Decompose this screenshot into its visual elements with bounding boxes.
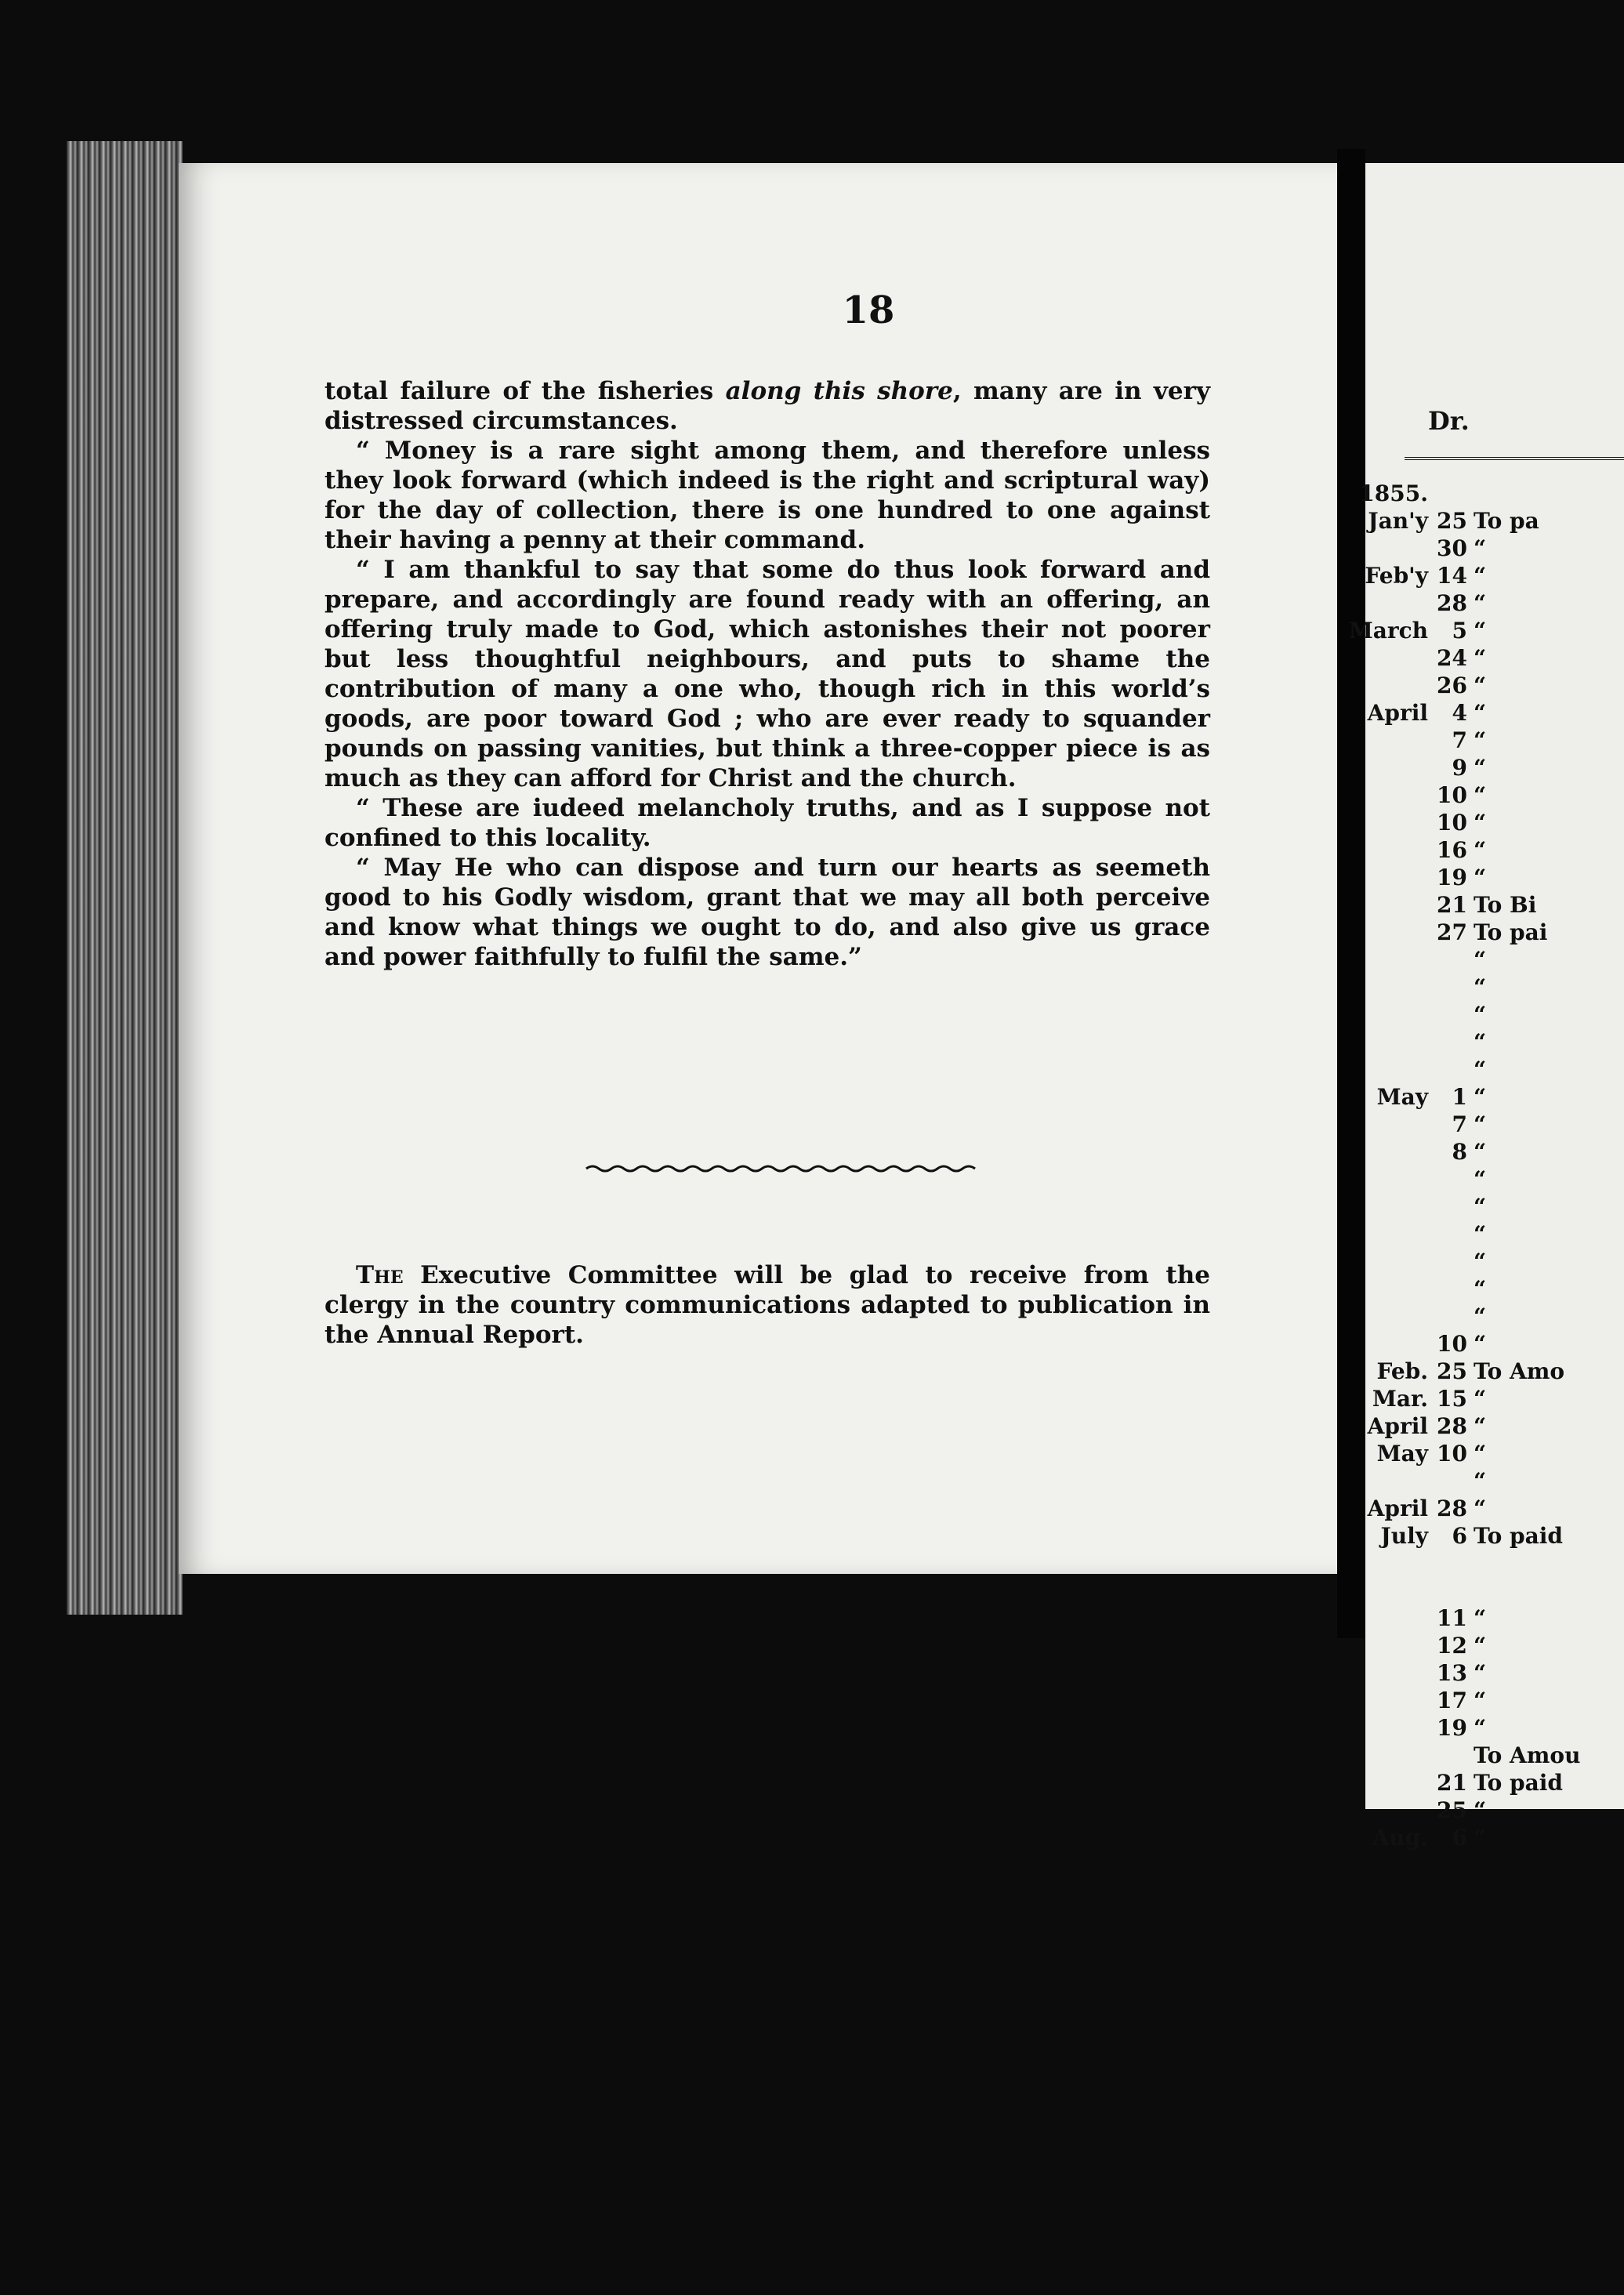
ledger-day: 19	[1437, 865, 1467, 890]
ledger-entry: “	[1474, 1825, 1487, 1851]
ledger-row	[1365, 1688, 1624, 1716]
ledger-row	[1365, 1825, 1624, 1853]
ledger-day: 9	[1452, 755, 1467, 781]
ledger-entry: “	[1474, 1111, 1487, 1137]
right-page	[1348, 163, 1624, 1851]
ledger-entry: “	[1474, 673, 1487, 698]
ledger-month: Feb.	[1376, 1358, 1428, 1384]
ledger-entry: To Amou	[1474, 1742, 1581, 1768]
ledger-day: 28	[1437, 1496, 1467, 1521]
notice-paragraph	[324, 1260, 1210, 1350]
ledger-entry: “	[1474, 1441, 1487, 1467]
ledger-day: 12	[1437, 1633, 1467, 1659]
ledger-entry: “	[1474, 1468, 1487, 1494]
ledger-day: 25	[1437, 1358, 1467, 1384]
ledger-row	[1365, 1742, 1624, 1771]
paragraph-2: “ Money is a rare sight among them, and therefore unless they look forward (which indeed is the right and scriptural way) for the day of collection, there is one hundred to one against their having a penny at their command.	[324, 437, 1210, 554]
ledger-entry: “	[1474, 1715, 1487, 1741]
notice-text: Executive Committee will be glad to receive from the clergy in the country communications adapted to publication in the Annual Report.	[324, 1261, 1210, 1349]
paragraph-1-prefix: total failure of the fisheries	[324, 377, 726, 405]
ledger-month: July	[1380, 1523, 1428, 1549]
left-page	[179, 163, 1337, 1574]
ledger-day: 21	[1437, 1770, 1467, 1796]
ledger-day: 21	[1437, 892, 1467, 918]
ledger-entry: “	[1474, 1002, 1487, 1028]
ledger-row	[1365, 782, 1624, 810]
paragraph-1-suffix: , many are in very distressed circumstances.	[324, 377, 1210, 435]
ledger-entry: “	[1474, 700, 1487, 726]
ledger-row	[1365, 1358, 1624, 1387]
ledger-row	[1365, 1111, 1624, 1140]
ledger-day: 6	[1452, 1825, 1467, 1851]
ledger-row	[1365, 1770, 1624, 1798]
paragraph-1	[324, 376, 1210, 436]
ledger-row	[1365, 727, 1624, 756]
ledger-row	[1365, 1660, 1624, 1688]
ledger-row	[1365, 673, 1624, 701]
ledger-row	[1365, 508, 1624, 536]
ledger-row	[1365, 1550, 1624, 1579]
ledger-entry: To Bi	[1474, 892, 1537, 918]
ledger-row	[1365, 535, 1624, 564]
page-number: 18	[842, 288, 895, 332]
ledger-row	[1365, 810, 1624, 838]
ledger-entry: “	[1474, 590, 1487, 616]
ledger-row	[1365, 1715, 1624, 1743]
ledger-day: 11	[1437, 1605, 1467, 1631]
ledger-row	[1365, 1166, 1624, 1195]
ledger-entry: To pai	[1474, 919, 1548, 945]
ledger-entry: “	[1474, 1413, 1487, 1439]
ledger-row	[1365, 1194, 1624, 1222]
ledger-row	[1365, 1331, 1624, 1359]
article-body	[324, 376, 1210, 972]
ledger-entry: To paid	[1474, 1523, 1563, 1549]
ledger-day: 25	[1437, 1797, 1467, 1823]
ledger-row	[1365, 1386, 1624, 1414]
ledger-entry: “	[1474, 810, 1487, 836]
page-gutter	[1337, 149, 1365, 1638]
ledger-row	[1365, 1303, 1624, 1332]
ledger-entry: “	[1474, 618, 1487, 644]
ledger-day: 24	[1437, 645, 1467, 671]
paragraph-1-italic: along this shore	[725, 377, 953, 405]
ledger-entry: “	[1474, 755, 1487, 781]
ledger-row	[1365, 1249, 1624, 1277]
ledger-day: 19	[1437, 1715, 1467, 1741]
ledger-row	[1365, 1523, 1624, 1551]
ledger-day: 10	[1437, 1441, 1467, 1467]
ledger-entry: “	[1474, 563, 1487, 589]
ledger-row	[1365, 1413, 1624, 1441]
ledger-day: 25	[1437, 508, 1467, 534]
ledger-entry: “	[1474, 1797, 1487, 1823]
ledger-day: 30	[1437, 535, 1467, 561]
ledger-day: 10	[1437, 782, 1467, 808]
ledger-month: April	[1367, 700, 1428, 726]
ledger-day: 28	[1437, 1413, 1467, 1439]
ledger-entry: “	[1474, 1633, 1487, 1659]
ledger-entry: “	[1474, 974, 1487, 1000]
ledger-entry: “	[1474, 535, 1487, 561]
ledger-month: April	[1367, 1496, 1428, 1521]
ledger-day: 1	[1452, 1084, 1467, 1110]
ledger-entry: “	[1474, 1303, 1487, 1329]
ledger-row	[1365, 1057, 1624, 1085]
ledger-row	[1359, 480, 1624, 509]
ledger-row	[1348, 618, 1624, 646]
ledger-day: 17	[1437, 1688, 1467, 1713]
ledger-entry: To Amo	[1474, 1358, 1565, 1384]
ledger-day: 6	[1452, 1523, 1467, 1549]
ledger-row	[1365, 947, 1624, 975]
ledger-row	[1365, 974, 1624, 1002]
ledger-row	[1365, 1468, 1624, 1496]
ledger-header: Dr.	[1428, 406, 1470, 436]
ledger-row	[1365, 755, 1624, 783]
ledger-day: 16	[1437, 837, 1467, 863]
ledger-row	[1365, 837, 1624, 865]
ledger-entry: “	[1474, 1221, 1487, 1247]
ledger-row	[1365, 700, 1624, 728]
ledger-entry: “	[1474, 837, 1487, 863]
ledger-entry: “	[1474, 1166, 1487, 1192]
ledger-row	[1365, 1797, 1624, 1825]
ledger-month: March	[1348, 618, 1428, 644]
ledger-entry: “	[1474, 1057, 1487, 1082]
ledger-entry: “	[1474, 1084, 1487, 1110]
ledger-month: Aug.	[1372, 1825, 1428, 1851]
ledger-day: 28	[1437, 590, 1467, 616]
ledger-month: May	[1376, 1084, 1428, 1110]
ledger-day: 10	[1437, 810, 1467, 836]
ledger-month: Mar.	[1372, 1386, 1428, 1412]
ledger-row	[1365, 1605, 1624, 1633]
ledger-entry: “	[1474, 1194, 1487, 1220]
ledger-row	[1365, 1029, 1624, 1057]
ledger-entry: To paid	[1474, 1770, 1563, 1796]
ledger-day: 7	[1452, 1111, 1467, 1137]
ledger-entry: “	[1474, 1276, 1487, 1302]
ledger-row	[1365, 645, 1624, 673]
ledger-entry: “	[1474, 1496, 1487, 1521]
ledger-row	[1365, 1633, 1624, 1661]
ledger-day: 27	[1437, 919, 1467, 945]
paragraph-5: “ May He who can dispose and turn our hearts as seemeth good to his Godly wisdom, grant that we may all both perceive and know what things we ought to do, and also give us grace and power faithfully to fulfil the same.”	[324, 854, 1210, 971]
ledger-day: 7	[1452, 727, 1467, 753]
ledger-month: April	[1367, 1413, 1428, 1439]
ledger-day: 4	[1452, 700, 1467, 726]
paragraph-4: “ These are iudeed melancholy truths, and as I suppose not confined to this locality.	[324, 794, 1210, 852]
ledger-entry: “	[1474, 1029, 1487, 1055]
ledger-row	[1365, 892, 1624, 920]
ledger-entry: “	[1474, 1386, 1487, 1412]
ledger-month: Feb'y	[1365, 563, 1428, 589]
wavy-divider	[586, 1162, 978, 1175]
ledger-entry: “	[1474, 727, 1487, 753]
paragraph-3: “ I am thankful to say that some do thus look forward and prepare, and accordingly are found ready with an offering, an offering truly made to God, which astonishes their not poorer but less thoughtful neighbours, and puts to shame the contribution of many a one who, though rich in this world’s goods, are poor toward God ; who are ever ready to squander pounds on passing vanities, but think a three-copper piece is as much as they can afford for Christ and the church.	[324, 556, 1210, 792]
ledger-row	[1365, 1002, 1624, 1030]
notice-lead: The	[356, 1261, 404, 1289]
book-spine	[67, 141, 183, 1615]
ledger-row	[1365, 590, 1624, 618]
ledger-entry: “	[1474, 1331, 1487, 1357]
ledger-month: 1855.	[1359, 480, 1428, 506]
ledger-rule	[1405, 457, 1624, 460]
ledger-day: 5	[1452, 618, 1467, 644]
ledger-row	[1365, 919, 1624, 948]
ledger-month: Jan'y	[1368, 508, 1428, 534]
ledger-entry: “	[1474, 645, 1487, 671]
ledger-day: 10	[1437, 1331, 1467, 1357]
ledger-day: 14	[1437, 563, 1467, 589]
ledger-entry: “	[1474, 947, 1487, 973]
ledger-entry: “	[1474, 1249, 1487, 1274]
ledger-row	[1365, 865, 1624, 893]
ledger-row	[1365, 1084, 1624, 1112]
ledger-entry: “	[1474, 1688, 1487, 1713]
ledger-row	[1365, 1441, 1624, 1469]
ledger-entry: “	[1474, 1139, 1487, 1165]
ledger-entry: “	[1474, 1660, 1487, 1686]
ledger-row	[1365, 563, 1624, 591]
ledger-day: 13	[1437, 1660, 1467, 1686]
ledger-row	[1365, 1276, 1624, 1304]
ledger-month: May	[1376, 1441, 1428, 1467]
ledger-day: 8	[1452, 1139, 1467, 1165]
ledger-row	[1365, 1221, 1624, 1249]
ledger-day: 15	[1437, 1386, 1467, 1412]
ledger-day: 26	[1437, 673, 1467, 698]
ledger-row	[1365, 1139, 1624, 1167]
ledger-row	[1365, 1578, 1624, 1606]
ledger-entry: “	[1474, 782, 1487, 808]
ledger-entry: “	[1474, 1605, 1487, 1631]
ledger-entry: “	[1474, 865, 1487, 890]
ledger-entry: To pa	[1474, 508, 1539, 534]
ledger-row	[1365, 1496, 1624, 1524]
